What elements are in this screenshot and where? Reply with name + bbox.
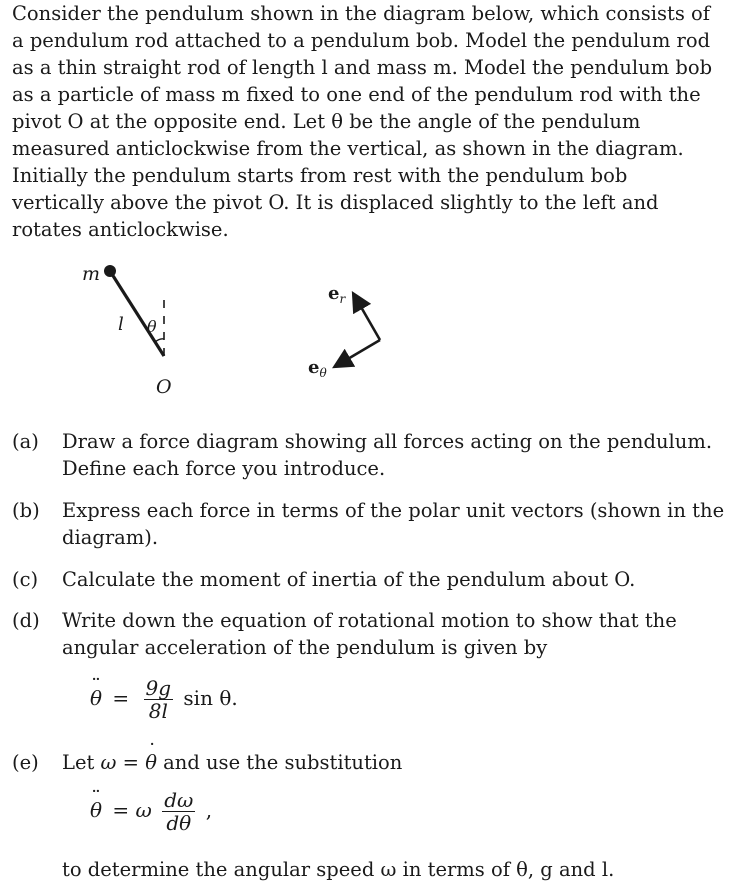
- angle-arc: [155, 339, 164, 342]
- angular-acceleration-equation: [90, 677, 238, 722]
- er-label: $e_r$: [328, 283, 346, 306]
- part-d-label: (d): [12, 609, 40, 632]
- pendulum-diagram-svg: [0, 252, 733, 402]
- eq-e-lhs: ¨ θ: [90, 798, 102, 822]
- part-c-line-1: Calculate the moment of inertia of the pendulum about O.: [62, 568, 636, 591]
- intro-line-1: Consider the pendulum shown in the diagram below, which consists of: [12, 2, 711, 25]
- intro-line-5: pivot O at the opposite end. Let θ be the angle of the pendulum: [12, 110, 641, 133]
- eq-d-equals: =: [112, 686, 130, 710]
- eq-e-fraction: [162, 789, 195, 834]
- length-label: l: [118, 314, 124, 335]
- eq-e-rhs: ,: [205, 798, 213, 822]
- angle-label: θ: [147, 317, 157, 336]
- eq-d-numerator: 9g: [145, 676, 172, 700]
- problem-intro: [12, 0, 724, 243]
- substitution-equation: [90, 789, 212, 834]
- part-e-equals: =: [116, 751, 146, 774]
- part-e-final-line: to determine the angular speed ω in terms of θ, g and l.: [62, 858, 615, 881]
- intro-line-3: as a thin straight rod of length l and mass m. Model the pendulum bob: [12, 56, 713, 79]
- part-e-let: Let: [62, 751, 101, 774]
- intro-line-7: Initially the pendulum starts from rest with the pendulum bob: [12, 164, 628, 187]
- part-e-label: (e): [12, 751, 39, 774]
- part-e-omega: ω: [100, 751, 117, 774]
- part-e-theta-dot: ˙ θ: [145, 749, 157, 776]
- er-vector-arrow: [357, 300, 380, 340]
- part-e-line-1: [62, 749, 722, 776]
- part-a-line-1: Draw a force diagram showing all forces acting on the pendulum.: [62, 430, 713, 453]
- part-b-line-2: diagram).: [62, 526, 159, 549]
- intro-line-2: a pendulum rod attached to a pendulum bob. Model the pendulum rod: [12, 29, 711, 52]
- eq-e-denominator: dθ: [166, 811, 192, 835]
- intro-line-8: vertically above the pivot O. It is displaced slightly to the left and: [12, 191, 659, 214]
- etheta-label: $e_\theta$: [308, 357, 327, 380]
- part-b-label: (b): [12, 499, 40, 522]
- part-a-label: (a): [12, 430, 39, 453]
- eq-d-denominator: 8l: [148, 699, 168, 723]
- pivot-label: O: [156, 376, 172, 398]
- part-c-label: (c): [12, 568, 39, 591]
- eq-e-equals: = ω: [112, 798, 152, 822]
- intro-line-9: rotates anticlockwise.: [12, 218, 229, 241]
- part-a-line-2: Define each force you introduce.: [62, 457, 386, 480]
- part-e-suffix: and use the substitution: [156, 751, 403, 774]
- etheta-vector-arrow: [341, 340, 380, 363]
- part-b-line-1: Express each force in terms of the polar unit vectors (shown in the: [62, 499, 725, 522]
- eq-e-numerator: dω: [164, 788, 194, 812]
- eq-d-fraction: [144, 677, 174, 722]
- intro-line-4: as a particle of mass m fixed to one end of the pendulum rod with the: [12, 83, 701, 106]
- part-d-line-2: angular acceleration of the pendulum is given by: [62, 636, 548, 659]
- pendulum-diagram: [0, 252, 733, 402]
- mass-label: m: [82, 263, 101, 285]
- eq-d-rhs: sin θ.: [183, 686, 238, 710]
- part-d-line-1: Write down the equation of rotational motion to show that the: [62, 609, 677, 632]
- eq-d-lhs: ¨ θ: [90, 686, 102, 710]
- intro-line-6: measured anticlockwise from the vertical, as shown in the diagram.: [12, 137, 684, 160]
